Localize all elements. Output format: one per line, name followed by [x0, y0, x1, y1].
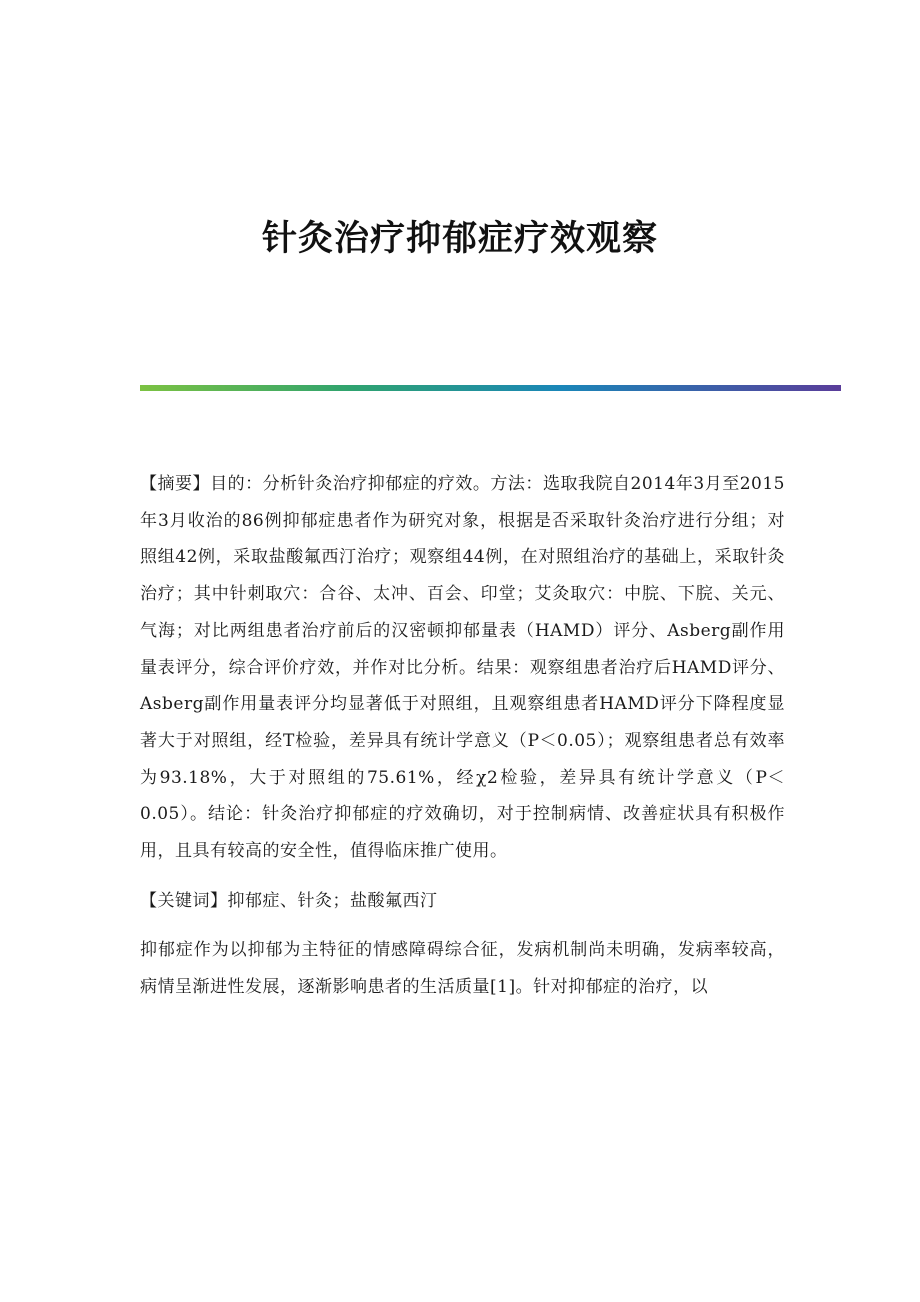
keywords-paragraph: 【关键词】抑郁症、针灸；盐酸氟西汀: [140, 890, 438, 911]
title-divider: [140, 385, 841, 391]
page-title: 针灸治疗抑郁症疗效观察: [261, 219, 658, 259]
article-body: [140, 466, 785, 1006]
intro-paragraph: 抑郁症作为以抑郁为主特征的情感障碍综合征，发病机制尚未明确，发病率较高，病情呈渐进性发展，逐渐影响患者的生活质量[1]。针对抑郁症的治疗，以: [140, 940, 785, 998]
abstract-paragraph: 【摘要】目的：分析针灸治疗抑郁症的疗效。方法：选取我院自2014年3月至2015年3月收治的86例抑郁症患者作为研究对象，根据是否采取针灸治疗进行分组；对照组42例，采取盐酸氟西汀治疗；观察组44例，在对照组治疗的基础上，采取针灸治疗；其中针刺取穴：合谷、太冲、百会、印堂；艾灸取穴：中脘、下脘、关元、气海；对比两组患者治疗前后的汉密顿抑郁量表（HAMD）评分、Asberg副作用量表评分，综合评价疗效，并作对比分析。结果：观察组患者治疗后HAMD评分、Asberg副作用量表评分均显著低于对照组，且观察组患者HAMD评分下降程度显著大于对照组，经T检验，差异具有统计学意义（P＜0.05）；观察组患者总有效率为93.18%，大于对照组的75.61%，经χ2检验，差异具有统计学意义（P＜0.05）。结论：针灸治疗抑郁症的疗效确切，对于控制病情、改善症状具有积极作用，且具有较高的安全性，值得临床推广使用。: [140, 474, 785, 862]
